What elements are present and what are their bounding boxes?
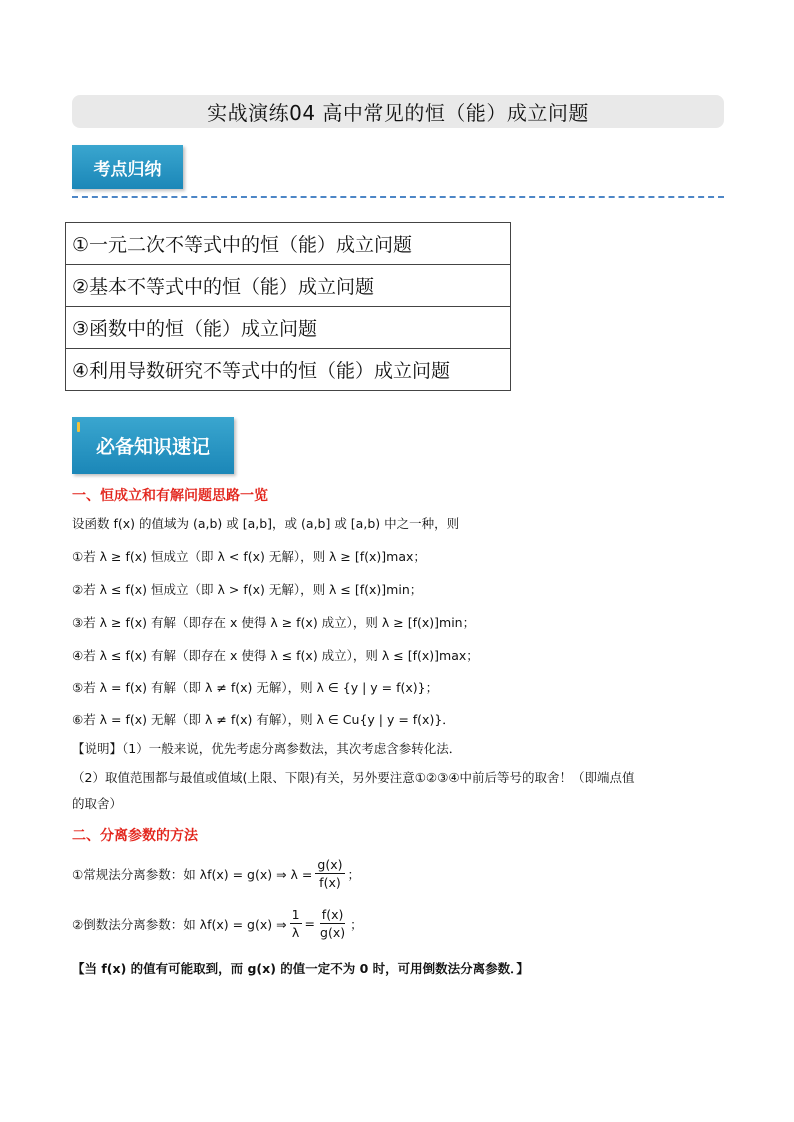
page-title: 实战演练04 高中常见的恒（能）成立问题 [72,95,724,128]
table-row [66,307,511,349]
table-cell: ③函数中的恒（能）成立问题 [66,307,511,349]
method-constant [72,856,360,891]
table-row [66,265,511,307]
fraction [290,906,302,941]
denominator: λ [291,925,300,940]
note-text: （2）取值范围都与最值或值域(上限、下限)有关，另外要注意①②③④中前后等号的取舍！（即端点值 [72,770,635,785]
rule-item: ②若 λ ≤ f(x) 恒成立（即 λ > f(x) 无解），则 λ ≤ [f(x)]min； [72,582,423,597]
numerator: f(x) [321,907,344,922]
rule-item: ⑥若 λ = f(x) 无解（即 λ ≠ f(x) 有解），则 λ ∈ Cu{y | y = f(x)}． [72,712,455,727]
denominator: f(x) [319,875,341,890]
method-suffix: ； [350,916,363,932]
section-badge-points: 考点归纳 [72,145,183,189]
badge-label: 必备知识速记 [95,436,210,458]
table-cell: ①一元二次不等式中的恒（能）成立问题 [66,223,511,265]
table-cell: ④利用导数研究不等式中的恒（能）成立问题 [66,349,511,391]
method-text: ①常规法分离参数：如 λf(x) = g(x) ⇒ λ = [72,866,313,882]
equals-sign: = [304,916,316,931]
points-table [65,222,511,391]
fraction [318,906,347,941]
section2-heading: 二、分离参数的方法 [72,828,198,844]
table-row [66,223,511,265]
fraction [315,856,344,891]
rule-item: ④若 λ ≤ f(x) 有解（即存在 x 使得 λ ≤ f(x) 成立），则 λ ≤ [f(x)]max； [72,648,479,663]
rule-item: ⑤若 λ = f(x) 有解（即 λ ≠ f(x) 无解），则 λ ∈ {y | y = f(x)}； [72,680,439,695]
dashed-divider [72,196,724,198]
method-suffix: ； [347,866,361,882]
section1-intro: 设函数 f(x) 的值域为 (a,b) 或 [a,b]，或 (a,b] 或 [a,b) 中之一种，则 [72,516,460,531]
rule-item: ①若 λ ≥ f(x) 恒成立（即 λ < f(x) 无解），则 λ ≥ [f(x)]max； [72,549,426,564]
numerator: 1 [291,907,300,922]
method-text: ②倒数法分离参数：如 λf(x) = g(x) ⇒ [72,916,287,932]
badge-marker-icon [77,422,80,432]
section1-heading: 一、恒成立和有解问题思路一览 [72,488,268,504]
note-text: 【说明】（1）一般来说，优先考虑分离参数法，其次考虑含参转化法． [72,741,462,756]
table-cell: ②基本不等式中的恒（能）成立问题 [66,265,511,307]
table-row [66,349,511,391]
rule-item: ③若 λ ≥ f(x) 有解（即存在 x 使得 λ ≥ f(x) 成立），则 λ ≥ [f(x)]min； [72,615,476,630]
method-reciprocal [72,906,363,941]
tip-text: 【当 f(x) 的值有可能取到，而 g(x) 的值一定不为 0 时，可用倒数法分离参数．】 [72,961,529,976]
note-text: 的取舍） [72,796,123,811]
section-badge-knowledge [72,417,234,474]
numerator: g(x) [317,857,343,872]
denominator: g(x) [320,925,346,940]
